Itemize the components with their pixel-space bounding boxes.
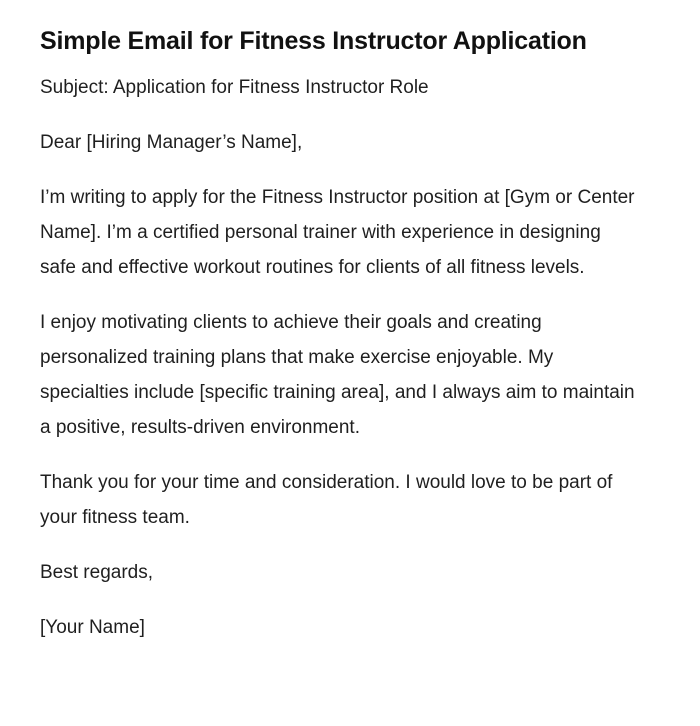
email-closing: Best regards,: [40, 562, 153, 583]
body-paragraph-thanks: Thank you for your time and consideration. I would love to be part of your fitness team.: [40, 472, 613, 528]
document-title: Simple Email for Fitness Instructor Application: [40, 27, 587, 55]
email-signature: [Your Name]: [40, 617, 145, 638]
body-paragraph-motivation: I enjoy motivating clients to achieve their goals and creating personalized training plans that make exercise enjoyable. My specialties include [specific training area], and I always aim to maintain a positive, results-driven environment.: [40, 312, 635, 438]
email-subject: Subject: Application for Fitness Instructor Role: [40, 77, 429, 98]
body-paragraph-intro: I’m writing to apply for the Fitness Instructor position at [Gym or Center Name]. I’m a certified personal trainer with experience in designing safe and effective workout routines for clients of all fitness levels.: [40, 187, 635, 278]
email-greeting: Dear [Hiring Manager’s Name],: [40, 132, 303, 153]
